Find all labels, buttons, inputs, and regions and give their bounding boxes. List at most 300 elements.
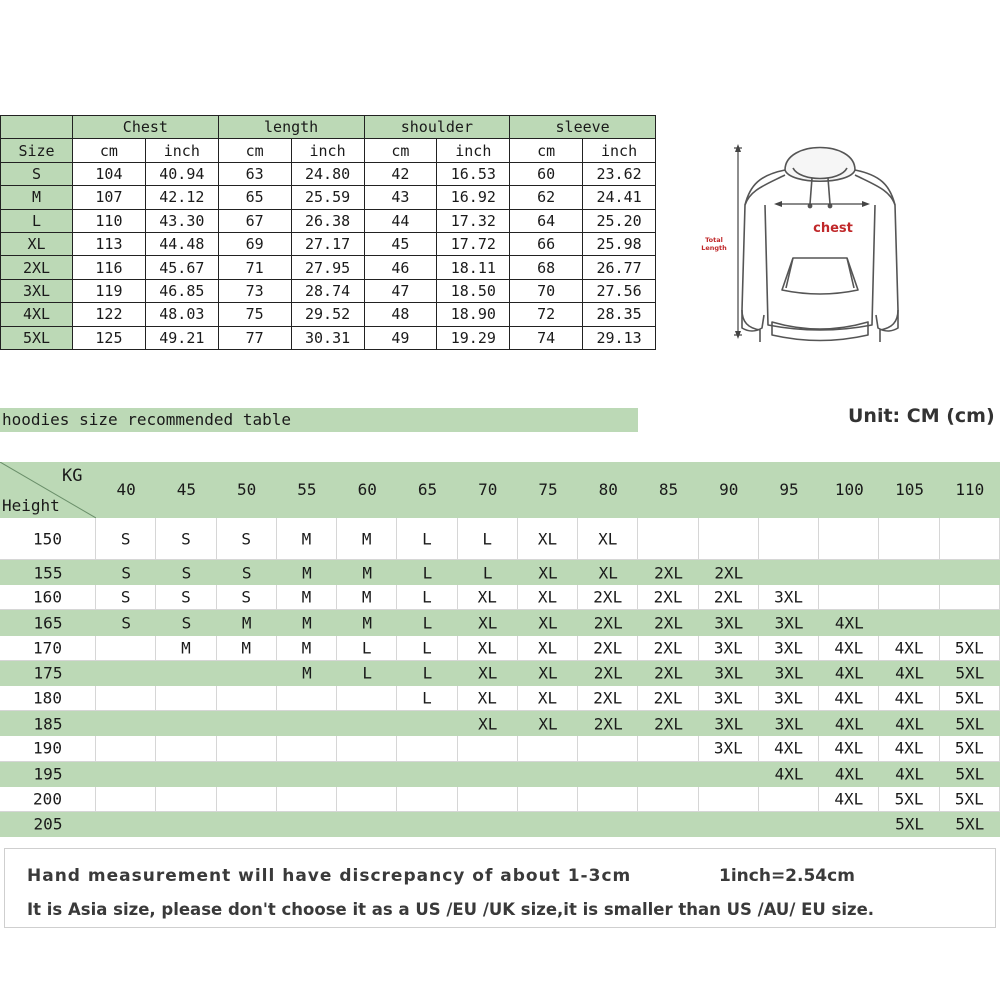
size-table-row [1, 326, 656, 349]
size-recommendation-cell [277, 711, 337, 736]
size-recommendation-value: 3XL [714, 663, 744, 683]
size-recommendation-cell [277, 636, 337, 661]
size-recommendation-value: XL [477, 638, 497, 658]
size-recommendation-value: 4XL [895, 714, 925, 734]
measurement-cell: 70 [510, 279, 583, 302]
size-recommendation-value: S [181, 563, 192, 583]
size-recommendation-value: 3XL [774, 663, 804, 683]
size-recommendation-cell [940, 711, 1000, 736]
unit-header: cm [510, 139, 583, 162]
size-recommendation-cell [759, 518, 819, 560]
weight-header-cell: 110 [955, 480, 985, 499]
measurement-cell: 24.41 [583, 186, 656, 209]
size-recommendation-cell [638, 585, 698, 610]
size-recommendation-cell [879, 636, 939, 661]
weight-header-cell: 55 [297, 480, 317, 499]
size-recommendation-cell [819, 686, 879, 711]
size-recommendation-cell [518, 787, 578, 812]
size-recommendation-cell [940, 610, 1000, 635]
size-recommendation-value: 3XL [714, 613, 744, 633]
height-cell [0, 711, 96, 736]
measurement-cell: 25.98 [583, 232, 656, 255]
weight-header-cell: 40 [116, 480, 136, 499]
size-recommendation-cell [458, 787, 518, 812]
size-label-cell: 4XL [1, 303, 73, 326]
size-recommendation-value: M [362, 563, 373, 583]
inch-conversion-note: 1inch=2.54cm [719, 866, 855, 886]
measurement-cell: 40.94 [145, 162, 218, 185]
weight-header-cell: 60 [357, 480, 377, 499]
size-recommendation-value: 3XL [713, 738, 743, 758]
measurement-cell: 49.21 [145, 326, 218, 349]
height-value: 155 [33, 563, 63, 583]
size-recommendation-cell [518, 560, 578, 585]
measurement-cell: 17.32 [437, 209, 510, 232]
size-recommendation-value: 3XL [774, 638, 803, 658]
size-recommendation-value: L [482, 563, 493, 583]
size-recommendation-value: S [181, 613, 192, 633]
measurement-cell: 25.59 [291, 186, 364, 209]
size-label-cell: L [1, 209, 73, 232]
size-recommendation-cell [156, 812, 216, 837]
size-recommendation-cell [759, 636, 819, 661]
height-cell [0, 812, 96, 837]
size-recommendation-value: S [241, 529, 251, 548]
size-recommendation-value: 5XL [954, 688, 984, 708]
size-recommendation-cell [819, 736, 879, 761]
size-recommendation-cell [277, 686, 337, 711]
size-recommendation-value: 5XL [954, 789, 984, 809]
size-recommendation-cell [759, 736, 819, 761]
size-recommendation-cell [156, 711, 216, 736]
size-recommendation-cell [879, 518, 939, 560]
height-value: 185 [33, 714, 63, 734]
measurement-cell: 30.31 [291, 326, 364, 349]
size-recommendation-cell [819, 585, 879, 610]
size-recommendation-cell [699, 686, 759, 711]
measurement-cell: 25.20 [583, 209, 656, 232]
size-recommendation-value: S [181, 529, 191, 548]
size-recommendation-value: 4XL [834, 663, 864, 683]
size-recommendation-value: 2XL [654, 613, 683, 633]
size-recommendation-cell [156, 787, 216, 812]
measurement-cell: 48 [364, 303, 437, 326]
size-recommendation-value: 3XL [713, 638, 743, 658]
size-recommendation-cell [458, 711, 518, 736]
size-recommendation-value: 2XL [593, 688, 623, 708]
size-label-cell: M [1, 186, 73, 209]
size-recommendation-cell [156, 585, 216, 610]
height-value: 170 [33, 638, 62, 658]
size-recommendation-cell [458, 610, 518, 635]
size-recommendation-value: 2XL [653, 688, 683, 708]
size-recommendation-cell [940, 787, 1000, 812]
unit-header: cm [73, 139, 146, 162]
measurement-cell: 29.52 [291, 303, 364, 326]
size-recommendation-cell [458, 560, 518, 585]
size-table-unit-header [1, 139, 656, 162]
size-recommendation-cell [699, 518, 759, 560]
measurement-cell: 46 [364, 256, 437, 279]
size-recommendation-cell [638, 686, 698, 711]
measurement-note: Hand measurement will have discrepancy of about 1-3cm [27, 866, 632, 886]
size-recommendation-cell [458, 585, 518, 610]
height-cell [0, 585, 96, 610]
size-recommendation-value: L [422, 587, 432, 607]
size-recommendation-value: XL [538, 613, 558, 633]
notes-box [4, 848, 996, 928]
size-table-row [1, 279, 656, 302]
size-recommendation-cell [759, 762, 819, 787]
size-recommendation-cell [638, 787, 698, 812]
size-recommendation-cell [96, 711, 156, 736]
size-recommendation-value: M [302, 663, 312, 683]
height-label: Height [2, 496, 60, 515]
size-recommendation-cell [578, 610, 638, 635]
size-recommendation-value: XL [538, 714, 558, 734]
size-recommendation-value: L [422, 563, 433, 583]
size-recommendation-cell [96, 636, 156, 661]
size-recommendation-cell [96, 812, 156, 837]
size-recommendation-value: 3XL [774, 714, 804, 734]
size-recommendation-cell [217, 736, 277, 761]
size-recommendation-cell [458, 686, 518, 711]
recommendation-grid [0, 462, 1000, 837]
size-recommendation-cell [699, 661, 759, 686]
size-recommendation-value: M [301, 638, 312, 658]
measurement-cell: 28.74 [291, 279, 364, 302]
size-recommendation-cell [578, 518, 638, 560]
size-recommendation-value: L [361, 638, 372, 658]
size-recommendation-cell [699, 560, 759, 585]
height-value: 150 [33, 529, 62, 548]
size-recommendation-cell [879, 585, 939, 610]
size-recommendation-cell [518, 812, 578, 837]
size-recommendation-cell [217, 812, 277, 837]
total-length-label: Total [705, 236, 723, 244]
height-value: 205 [33, 814, 63, 834]
size-recommendation-cell [337, 661, 397, 686]
measurement-cell: 49 [364, 326, 437, 349]
measurement-group-header: Chest [73, 116, 219, 139]
size-recommendation-cell [156, 762, 216, 787]
size-recommendation-value: XL [598, 563, 618, 583]
corner-header [0, 462, 96, 518]
size-recommendation-cell [337, 636, 397, 661]
size-table-row [1, 162, 656, 185]
size-recommendation-cell [940, 762, 1000, 787]
size-recommendation-cell [277, 661, 337, 686]
measurement-cell: 66 [510, 232, 583, 255]
size-recommendation-cell [397, 812, 457, 837]
size-recommendation-cell [217, 787, 277, 812]
measurement-cell: 125 [73, 326, 146, 349]
size-recommendation-value: S [241, 587, 251, 607]
size-recommendation-cell [638, 762, 698, 787]
recommendation-row [0, 661, 1000, 686]
size-recommendation-cell [819, 661, 879, 686]
size-recommendation-value: S [120, 587, 131, 607]
measurement-cell: 16.53 [437, 162, 510, 185]
size-recommendation-value: 2XL [653, 638, 683, 658]
size-recommendation-cell [699, 585, 759, 610]
size-recommendation-cell [518, 711, 578, 736]
size-recommendation-value: 2XL [654, 563, 683, 583]
asia-size-note: It is Asia size, please don't choose it as a US /EU /UK size,it is smaller than US /AU/ EU size. [27, 900, 875, 919]
recommendation-row [0, 711, 1000, 736]
height-cell [0, 518, 96, 560]
size-recommendation-cell [518, 518, 578, 560]
size-recommendation-cell [277, 762, 337, 787]
size-recommendation-cell [518, 636, 578, 661]
size-recommendation-cell [699, 736, 759, 761]
size-recommendation-value: L [482, 529, 493, 548]
size-recommendation-value: 5XL [955, 714, 985, 734]
size-table-row [1, 186, 656, 209]
size-recommendation-cell [397, 610, 457, 635]
measurement-cell: 110 [73, 209, 146, 232]
size-recommendation-value: S [241, 563, 252, 583]
size-recommendation-cell [96, 661, 156, 686]
size-recommendation-value: 3XL [774, 688, 803, 708]
size-recommendation-cell [879, 812, 939, 837]
measurement-cell: 74 [510, 326, 583, 349]
size-recommendation-value: M [302, 563, 312, 583]
size-recommendation-value: L [422, 638, 432, 658]
recommendation-row [0, 686, 1000, 711]
measurement-cell: 44 [364, 209, 437, 232]
size-recommendation-cell [759, 812, 819, 837]
size-recommendation-cell [397, 686, 457, 711]
size-recommendation-cell [940, 636, 1000, 661]
chest-label: chest [813, 221, 853, 236]
recommendation-row [0, 610, 1000, 635]
size-label-cell: XL [1, 232, 73, 255]
height-cell [0, 636, 96, 661]
size-recommendation-cell [940, 686, 1000, 711]
size-recommendation-cell [337, 736, 397, 761]
size-recommendation-value: M [301, 587, 312, 607]
measurement-cell: 65 [218, 186, 291, 209]
size-recommendation-cell [397, 560, 457, 585]
size-recommendation-value: XL [538, 563, 558, 583]
size-recommendation-cell [217, 762, 277, 787]
measurement-cell: 42 [364, 162, 437, 185]
weight-header-cell: 85 [658, 480, 679, 499]
size-recommendation-value: XL [537, 688, 558, 708]
size-chart-table [0, 115, 656, 350]
unit-header: inch [583, 139, 656, 162]
size-recommendation-cell [578, 636, 638, 661]
size-recommendation-value: 2XL [654, 714, 683, 734]
size-recommendation-cell [397, 762, 457, 787]
size-recommendation-cell [638, 560, 698, 585]
size-recommendation-value: 5XL [955, 764, 985, 784]
size-recommendation-cell [96, 787, 156, 812]
size-label-cell: S [1, 162, 73, 185]
size-recommendation-value: 5XL [955, 663, 985, 683]
size-recommendation-value: L [422, 529, 432, 548]
size-recommendation-cell [879, 762, 939, 787]
size-recommendation-cell [217, 518, 277, 560]
size-recommendation-cell [578, 736, 638, 761]
size-recommendation-cell [337, 610, 397, 635]
size-recommendation-cell [699, 787, 759, 812]
size-recommendation-cell [156, 661, 216, 686]
size-column-header: Size [1, 139, 73, 162]
size-recommendation-cell [819, 711, 879, 736]
size-recommendation-cell [96, 560, 156, 585]
size-recommendation-cell [759, 711, 819, 736]
size-recommendation-value: 5XL [954, 638, 984, 658]
measurement-cell: 44.48 [145, 232, 218, 255]
recommendation-title: hoodies size recommended table [0, 408, 638, 432]
size-recommendation-cell [518, 661, 578, 686]
measurement-cell: 23.62 [583, 162, 656, 185]
measurement-cell: 18.50 [437, 279, 510, 302]
size-recommendation-cell [578, 812, 638, 837]
height-value: 190 [33, 738, 62, 758]
size-recommendation-cell [638, 736, 698, 761]
size-recommendation-cell [879, 686, 939, 711]
unit-header: cm [218, 139, 291, 162]
height-cell [0, 661, 96, 686]
measurement-cell: 119 [73, 279, 146, 302]
recommendation-row [0, 636, 1000, 661]
height-cell [0, 762, 96, 787]
size-recommendation-cell [638, 518, 698, 560]
size-recommendation-value: 2XL [593, 663, 623, 683]
size-recommendation-cell [819, 636, 879, 661]
size-recommendation-value: 4XL [774, 738, 803, 758]
measurement-cell: 18.11 [437, 256, 510, 279]
measurement-cell: 45.67 [145, 256, 218, 279]
size-recommendation-cell [96, 686, 156, 711]
recommendation-row [0, 812, 1000, 837]
size-recommendation-value: 5XL [894, 789, 924, 809]
size-recommendation-cell [940, 812, 1000, 837]
size-recommendation-cell [819, 787, 879, 812]
size-recommendation-value: L [362, 663, 373, 683]
size-recommendation-cell [940, 661, 1000, 686]
unit-header: cm [364, 139, 437, 162]
size-recommendation-cell [337, 560, 397, 585]
size-recommendation-value: 5XL [895, 814, 925, 834]
size-recommendation-value: 5XL [954, 738, 984, 758]
size-recommendation-value: 4XL [834, 738, 864, 758]
measurement-cell: 46.85 [145, 279, 218, 302]
size-recommendation-value: 4XL [895, 764, 925, 784]
size-recommendation-cell [699, 812, 759, 837]
size-recommendation-value: 3XL [713, 688, 743, 708]
size-recommendation-cell [819, 518, 879, 560]
size-recommendation-cell [819, 762, 879, 787]
size-recommendation-value: XL [537, 587, 558, 607]
size-recommendation-cell [337, 787, 397, 812]
measurement-cell: 17.72 [437, 232, 510, 255]
size-recommendation-cell [96, 585, 156, 610]
size-recommendation-cell [458, 762, 518, 787]
size-recommendation-cell [879, 711, 939, 736]
size-table-corner [1, 116, 73, 139]
measurement-cell: 60 [510, 162, 583, 185]
weight-header-cell: 90 [719, 480, 739, 499]
weight-header-cell: 105 [895, 480, 925, 499]
size-recommendation-cell [397, 711, 457, 736]
size-recommendation-value: 3XL [774, 587, 803, 607]
size-recommendation-cell [217, 585, 277, 610]
size-recommendation-cell [217, 560, 277, 585]
measurement-cell: 67 [218, 209, 291, 232]
size-recommendation-cell [217, 636, 277, 661]
measurement-cell: 24.80 [291, 162, 364, 185]
size-recommendation-cell [337, 518, 397, 560]
size-recommendation-value: S [181, 587, 191, 607]
recommendation-row [0, 736, 1000, 761]
measurement-cell: 29.13 [583, 326, 656, 349]
size-recommendation-cell [277, 610, 337, 635]
size-recommendation-value: 3XL [714, 714, 744, 734]
measurement-cell: 113 [73, 232, 146, 255]
size-recommendation-cell [819, 610, 879, 635]
measurement-cell: 104 [73, 162, 146, 185]
size-recommendation-cell [96, 736, 156, 761]
weight-header-cell: 80 [598, 480, 618, 499]
size-recommendation-value: XL [538, 663, 558, 683]
size-recommendation-cell [397, 585, 457, 610]
unit-label: Unit: CM (cm) [848, 405, 995, 427]
size-recommendation-value: XL [478, 663, 498, 683]
size-recommendation-cell [578, 762, 638, 787]
size-recommendation-cell [578, 686, 638, 711]
height-value: 195 [33, 764, 63, 784]
size-recommendation-cell [819, 560, 879, 585]
height-cell [0, 787, 96, 812]
size-recommendation-cell [940, 518, 1000, 560]
size-recommendation-cell [578, 711, 638, 736]
size-recommendation-cell [879, 736, 939, 761]
size-recommendation-cell [638, 610, 698, 635]
height-cell [0, 560, 96, 585]
measurement-cell: 27.56 [583, 279, 656, 302]
size-recommendation-cell [518, 610, 578, 635]
size-recommendation-cell [458, 661, 518, 686]
size-recommendation-value: 4XL [834, 714, 864, 734]
size-recommendation-value: M [361, 529, 372, 548]
size-recommendation-cell [879, 787, 939, 812]
measurement-cell: 62 [510, 186, 583, 209]
recommendation-row [0, 585, 1000, 610]
size-recommendation-cell [699, 610, 759, 635]
size-recommendation-value: 4XL [894, 738, 924, 758]
size-recommendation-cell [397, 636, 457, 661]
height-cell [0, 686, 96, 711]
size-recommendation-cell [699, 711, 759, 736]
size-recommendation-cell [277, 585, 337, 610]
size-recommendation-cell [638, 812, 698, 837]
kg-label: KG [62, 466, 83, 486]
size-recommendation-value: 2XL [653, 587, 683, 607]
size-recommendation-value: 2XL [593, 638, 623, 658]
size-recommendation-cell [96, 762, 156, 787]
recommendation-row [0, 762, 1000, 787]
height-cell [0, 736, 96, 761]
weight-header-cell: 75 [538, 480, 558, 499]
height-value: 165 [33, 613, 63, 633]
size-label-cell: 5XL [1, 326, 73, 349]
size-recommendation-value: M [241, 613, 252, 633]
measurement-cell: 43.30 [145, 209, 218, 232]
